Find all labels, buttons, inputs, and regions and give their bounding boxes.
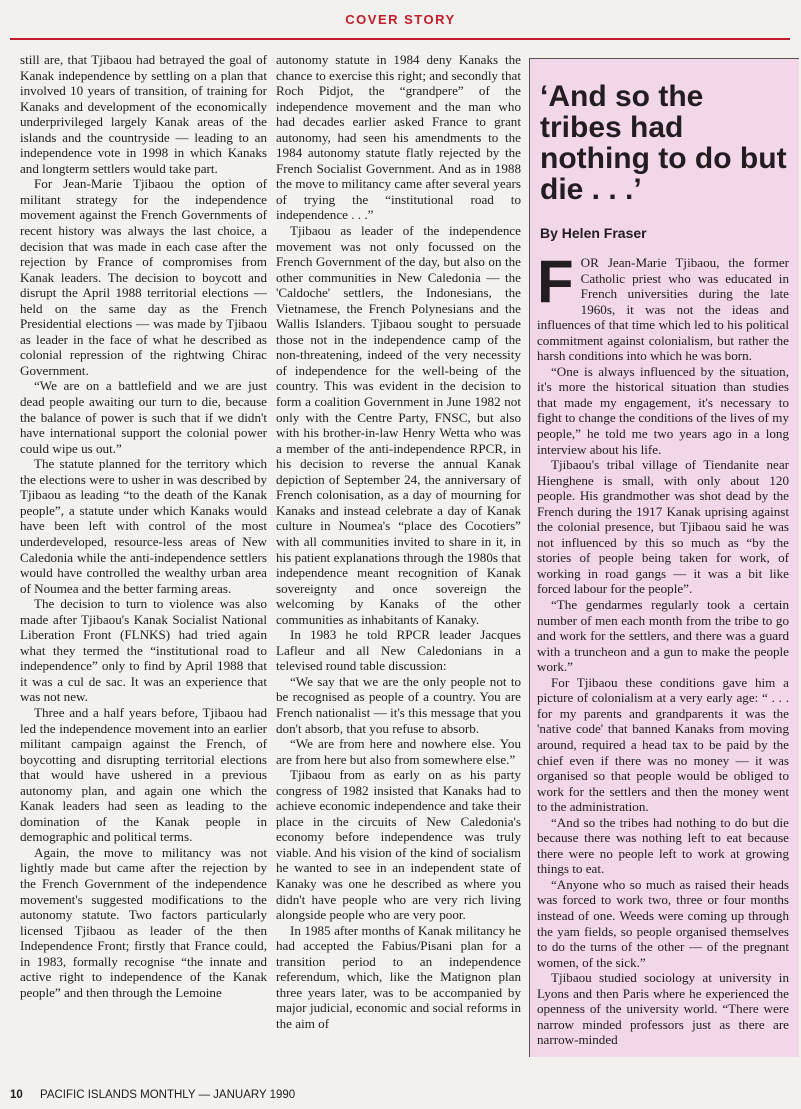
page-number: 10 — [10, 1089, 23, 1101]
page-footer — [10, 1089, 295, 1101]
paragraph: “Anyone who so much as raised their heads was forced to work two, three or four months instead of one. Weeds were coming up through the yam fields, so people organised themselves to do the turns of the other — of the pregnant women, of the sick.” — [537, 876, 789, 970]
drop-cap: F — [537, 248, 574, 315]
paragraph: “And so the tribes had nothing to do but die because there was nothing left to eat because there were no people left to work at growing things to eat. — [537, 814, 789, 877]
first-paragraph-text: OR Jean-Marie Tjibaou, the former Catholic priest who was educated in French universities during the late 1960s, it was not the ideas and influences of that time which led to his political commitment against colonialism, but rather the harsh conditions into which he was born. — [537, 255, 789, 364]
paragraph: For Jean-Marie Tjibaou the option of militant strategy for the independence movement against the French Governments of recent history was always the last choice, a decision that was made in each case after the rejection by France of compromises from Kanak leaders. The decision to boycott and disrupt the April 1988 territorial elections — held on the same day as the French Presidential elections — was made by Tjibaou as leader in the face of what he described as colonial repression of the rightwing Chirac Government. — [20, 176, 267, 378]
publication-line: PACIFIC ISLANDS MONTHLY — JANUARY 1990 — [40, 1089, 296, 1101]
sidebar-body — [537, 248, 789, 1048]
header-rule — [10, 38, 790, 40]
paragraph: Tjibaou's tribal village of Tiendanite near Hienghene is small, with only about 120 people. His grandmother was shot dead by the French during the 1917 Kanak uprising against the colonial presence, but Tjibaou said he was not influenced by this so much as “by the stories of people being taken for work, of working in road gangs — it was a bit like forced labour for the people”. — [537, 457, 789, 597]
article-column-2 — [276, 52, 521, 1069]
paragraph: The decision to turn to violence was also made after Tjibaou's Kanak Socialist National Liberation Front (FLNKS) had tried again what they termed the “institutional road to independence” only to find by April 1988 that it was a cul de sac. It was an experience that was not new. — [20, 596, 267, 705]
paragraph: “We are on a battlefield and we are just dead people awaiting our turn to die, because the balance of power is such that if we didn't have international support the colonial power could wipe us out.” — [20, 378, 267, 456]
paragraph: Again, the move to militancy was not lightly made but came after the rejection by the French Government of the independence movement's suggested modifications to the autonomy statute. Two factors particularly licensed Tjibaou as leader of the then Independence Front; firstly that France could, in 1983, formally recognise “the innate and active right to independence of the Kanak people” and then through the Lemoine — [20, 844, 267, 1000]
paragraph: In 1983 he told RPCR leader Jacques Lafleur and all New Caledonians in a televised round table discussion: — [276, 627, 521, 674]
sidebar-box — [529, 58, 799, 1057]
paragraph: The statute planned for the territory which the elections were to usher in was described by Tjibaou as leading “to the death of the Kanak people”, a statute under which Kanaks would have been left with control of the most underdeveloped, resource-less areas of New Caledonia while the anti-independence settlers would have controlled the wealthy urban area of Noumea and the better farming areas. — [20, 456, 267, 596]
paragraph: In 1985 after months of Kanak militancy he had accepted the Fabius/Pisani plan for a transition period to an independence referendum, which, like the Matignon plan three years later, was to be accompanied by major judicial, economic and social reforms in the aim of — [276, 922, 521, 1031]
page-header — [0, 0, 801, 44]
paragraph: autonomy statute in 1984 deny Kanaks the chance to exercise this right; and secondly that Roch Pidjot, the “grandpere” of the independence movement and the man who had decades earlier asked France to grant autonomy, had seen his amendments to the 1984 autonomy statute flatly rejected by the French Socialist Government. And as in 1988 the move to militancy came after several years of trying the “institutional road to independence . . .” — [276, 52, 521, 223]
paragraph: Three and a half years before, Tjibaou had led the independence movement into an earlier militant campaign against the French, of boycotting and disrupting territorial elections that would have ushered in a previous autonomy plan, and again one which the Kanak leaders had seen as leading to the domination of the Kanak people in demographic and political terms. — [20, 704, 267, 845]
sidebar-headline: ‘And so the tribes had nothing to do but die . . .’ — [540, 80, 787, 206]
paragraph: “One is always influenced by the situation, it's more the historical situation than studies that made my engagement, it's necessary to fight to change the conditions of the lives of my people,” he told me two years ago in a long interview about his life. — [537, 363, 789, 457]
paragraph: “We are from here and nowhere else. You are from here but also from somewhere else.” — [276, 736, 521, 767]
paragraph: Tjibaou from as early on as his party congress of 1982 insisted that Kanaks had to achieve economic independence and take their place in the circuits of New Caledonia's economy before independence was truly viable. And his vision of the kind of socialism he wanted to see in an independent state of Kanaky was one he described as where you didn't have people who are very rich living alongside people who are very poor. — [276, 767, 521, 923]
paragraph: “The gendarmes regularly took a certain number of men each month from the tribe to go and work for the settlers, and there was a guard with a truncheon and a gun to make the people work.” — [537, 597, 789, 675]
paragraph — [537, 248, 789, 364]
section-label: COVER STORY — [345, 12, 456, 27]
paragraph: “We say that we are the only people not to be recognised as people of a country. You are French nationalist — it's this message that you don't absorb, that you refuse to absorb. — [276, 673, 521, 736]
paragraph: For Tjibaou these conditions gave him a picture of colonialism at a very early age: “ . . . for my parents and grandparents it was the 'native code' that banned Kanaks from moving around, required a head tax to be paid by the chief even if there was no money — it was organised so that people would be obliged to work for the settlers and then the money went to the administration. — [537, 674, 789, 815]
article-column-1 — [20, 52, 267, 1069]
paragraph: still are, that Tjibaou had betrayed the goal of Kanak independence by settling on a plan that involved 10 years of transition, of training for Kanaks and development of the economically underprivileged largely Kanak areas of the islands and the countryside — leading to an independence vote in 1998 in which Kanaks and longterm settlers would take part. — [20, 52, 267, 176]
byline: By Helen Fraser — [540, 225, 647, 241]
paragraph: Tjibaou as leader of the independence movement was not only focussed on the French Government of the day, but also on the other communities in New Caledonia — the 'Caldoche' settlers, the Indonesians, the Vietnamese, the French Polynesians and the Wallis Islanders. Tjibaou sought to persuade those not in the independence camp of the non-threatening, indeed of the very necessity of independence for the well-being of the country. This was evident in the decision to form a coalition Government in June 1982 not only with the Centre Party, FNSC, but also with his brother-in-law Henry Wetta who was a member of the anti-independence RPCR, in his decision to reverse the annual Kanak depiction of September 24, the anniversary of French colonisation, as a day of mourning for Kanaks and instead celebrate a day of Kanak culture in Noumea's “place des Cocotiers” with all communities invited to share in it, in his patient explanations through the 1980s that independence meant recognition of Kanak sovereignty and once sovereign the welcoming by Kanaks of the other communities as inhabitants of Kanaky. — [276, 223, 521, 627]
paragraph: Tjibaou studied sociology at university in Lyons and then Paris where he experienced the openness of the university world. “There were narrow minded professors just as there are narrow-minded — [537, 970, 789, 1048]
